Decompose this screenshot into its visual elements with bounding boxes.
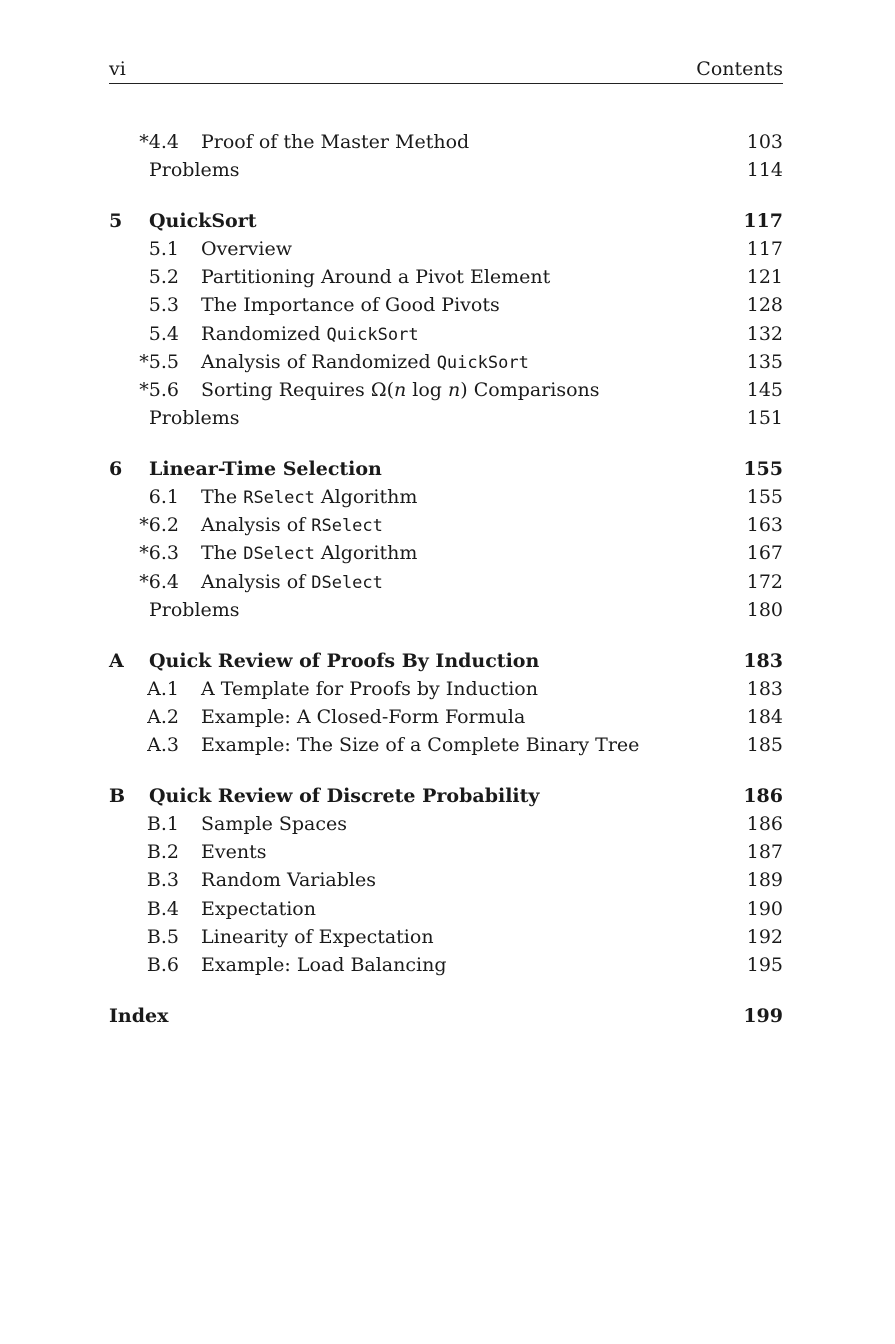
title-text: log: [406, 379, 449, 401]
toc-section-row: [109, 263, 783, 291]
page-ref: 117: [743, 209, 783, 232]
math-variable: n: [448, 379, 461, 401]
toc-problems-row: [109, 404, 783, 432]
page-ref: 184: [746, 705, 783, 728]
toc-section-row: [109, 376, 783, 404]
running-header: [109, 58, 783, 84]
entry-number: B: [109, 784, 126, 807]
page-ref: 103: [746, 131, 783, 153]
title-text: Algorithm: [314, 542, 418, 565]
title-text: The: [201, 542, 244, 565]
entry-title: Problems: [149, 407, 240, 430]
entry-number: B.3: [146, 869, 179, 892]
entry-title: Overview: [201, 238, 292, 261]
entry-title: Events: [201, 841, 267, 864]
entry-number: 5.4: [148, 322, 179, 345]
entry-title: Expectation: [201, 897, 316, 920]
entry-title: The Importance of Good Pivots: [201, 294, 500, 317]
toc-section-row: [109, 923, 783, 951]
entry-title: [201, 320, 747, 349]
entry-number: *6.3: [139, 542, 179, 565]
page-ref: 186: [743, 784, 783, 807]
table-of-contents: [109, 128, 783, 1030]
toc-chapter-row: [109, 647, 783, 675]
entry-number: *6.4: [139, 570, 179, 593]
title-text: ) Comparisons: [460, 379, 600, 401]
toc-section-row: [109, 320, 783, 348]
entry-number: 5: [109, 209, 123, 232]
page-ref: 187: [746, 841, 783, 864]
running-title: Contents: [696, 58, 783, 80]
toc-section-row: [109, 951, 783, 979]
page-ref: 128: [746, 294, 783, 317]
page-ref: 172: [746, 570, 783, 593]
page-ref: 155: [746, 486, 783, 509]
entry-title: Quick Review of Proofs By Induction: [149, 649, 540, 672]
entry-title: Problems: [149, 598, 240, 621]
toc-chapter-row: [109, 455, 783, 483]
entry-number: *5.6: [139, 379, 179, 401]
page-ref: 121: [746, 266, 783, 289]
algorithm-name: DSelect: [243, 544, 315, 565]
toc-problems-row: [109, 596, 783, 624]
entry-title: [201, 568, 747, 597]
page-ref: 185: [746, 734, 783, 757]
page-number: vi: [109, 58, 126, 80]
algorithm-name: QuickSort: [436, 352, 529, 373]
entry-title: Index: [109, 1004, 169, 1027]
page-ref: 180: [746, 598, 783, 621]
entry-number: A.3: [147, 734, 179, 757]
page-ref: 199: [743, 1004, 783, 1027]
title-text: Analysis of Randomized: [201, 350, 437, 373]
entry-title: Linearity of Expectation: [201, 925, 434, 948]
title-text: Algorithm: [314, 486, 418, 509]
page-ref: 195: [746, 953, 783, 976]
page-ref: 155: [743, 457, 783, 480]
toc-section-row: [109, 483, 783, 511]
page-ref: 189: [746, 869, 783, 892]
entry-number: B.2: [146, 841, 179, 864]
page-ref: 114: [746, 159, 783, 182]
algorithm-name: RSelect: [243, 488, 315, 509]
entry-title: Example: A Closed-Form Formula: [201, 705, 526, 728]
toc-section-row: [109, 810, 783, 838]
entry-title: Example: Load Balancing: [201, 953, 447, 976]
toc-section-row: [109, 539, 783, 567]
entry-title: QuickSort: [149, 209, 257, 232]
entry-number: B.6: [146, 953, 179, 976]
toc-chapter-row: [109, 782, 783, 810]
book-page: [109, 58, 783, 1030]
toc-chapter-row: [109, 207, 783, 235]
entry-number: 5.1: [148, 238, 179, 261]
toc-section-row: [109, 866, 783, 894]
entry-number: B.4: [146, 897, 179, 920]
entry-title: Random Variables: [201, 869, 376, 892]
toc-section-row: [109, 511, 783, 539]
algorithm-name: DSelect: [311, 572, 383, 593]
entry-number: 5.3: [148, 294, 179, 317]
page-ref: 183: [746, 677, 783, 700]
entry-number: B.1: [146, 812, 179, 835]
toc-problems-row: [109, 156, 783, 184]
algorithm-name: RSelect: [311, 516, 383, 537]
toc-chapter-row: [109, 1002, 783, 1030]
entry-number: A: [109, 649, 124, 672]
title-text: Analysis of: [201, 514, 312, 537]
page-ref: 145: [746, 379, 783, 401]
entry-title: Partitioning Around a Pivot Element: [201, 266, 551, 289]
entry-title: Quick Review of Discrete Probability: [149, 784, 540, 807]
entry-number: 5.2: [148, 266, 179, 289]
entry-title: Sample Spaces: [201, 812, 348, 835]
entry-title: Proof of the Master Method: [201, 131, 470, 153]
entry-number: *6.2: [139, 514, 179, 537]
toc-section-row: [109, 568, 783, 596]
entry-number: *4.4: [139, 131, 179, 153]
page-ref: 190: [746, 897, 783, 920]
entry-title: Linear-Time Selection: [149, 457, 382, 480]
page-ref: 132: [746, 322, 783, 345]
algorithm-name: QuickSort: [326, 324, 419, 345]
title-text: Analysis of: [201, 570, 312, 593]
page-ref: 117: [746, 238, 783, 261]
page-ref: 135: [746, 350, 783, 373]
math-variable: n: [394, 379, 407, 401]
entry-number: A.2: [147, 705, 179, 728]
title-text: Sorting Requires Ω(: [201, 379, 394, 401]
toc-section-row: [109, 703, 783, 731]
entry-title: [201, 539, 747, 568]
entry-number: 6.1: [148, 486, 179, 509]
toc-section-row: [109, 348, 783, 376]
toc-section-row: [109, 895, 783, 923]
toc-section-row: [109, 731, 783, 759]
page-ref: 167: [746, 542, 783, 565]
entry-title: Problems: [149, 159, 240, 182]
title-text: The: [201, 486, 244, 509]
toc-section-row: [109, 291, 783, 319]
page-ref: 163: [746, 514, 783, 537]
entry-title: [201, 511, 747, 540]
toc-section-row: [109, 675, 783, 703]
entry-title: [201, 348, 747, 377]
toc-section-row: [109, 128, 783, 156]
entry-number: B.5: [146, 925, 179, 948]
page-ref: 192: [746, 925, 783, 948]
page-ref: 151: [746, 407, 783, 430]
entry-number: 6: [109, 457, 123, 480]
entry-title: Example: The Size of a Complete Binary Tree: [201, 734, 640, 757]
entry-title: [201, 376, 747, 404]
title-text: Randomized: [201, 322, 327, 345]
entry-title: A Template for Proofs by Induction: [201, 677, 538, 700]
entry-number: *5.5: [139, 350, 179, 373]
entry-number: A.1: [147, 677, 179, 700]
toc-section-row: [109, 838, 783, 866]
toc-section-row: [109, 235, 783, 263]
page-ref: 186: [746, 812, 783, 835]
page-ref: 183: [743, 649, 783, 672]
entry-title: [201, 483, 747, 512]
